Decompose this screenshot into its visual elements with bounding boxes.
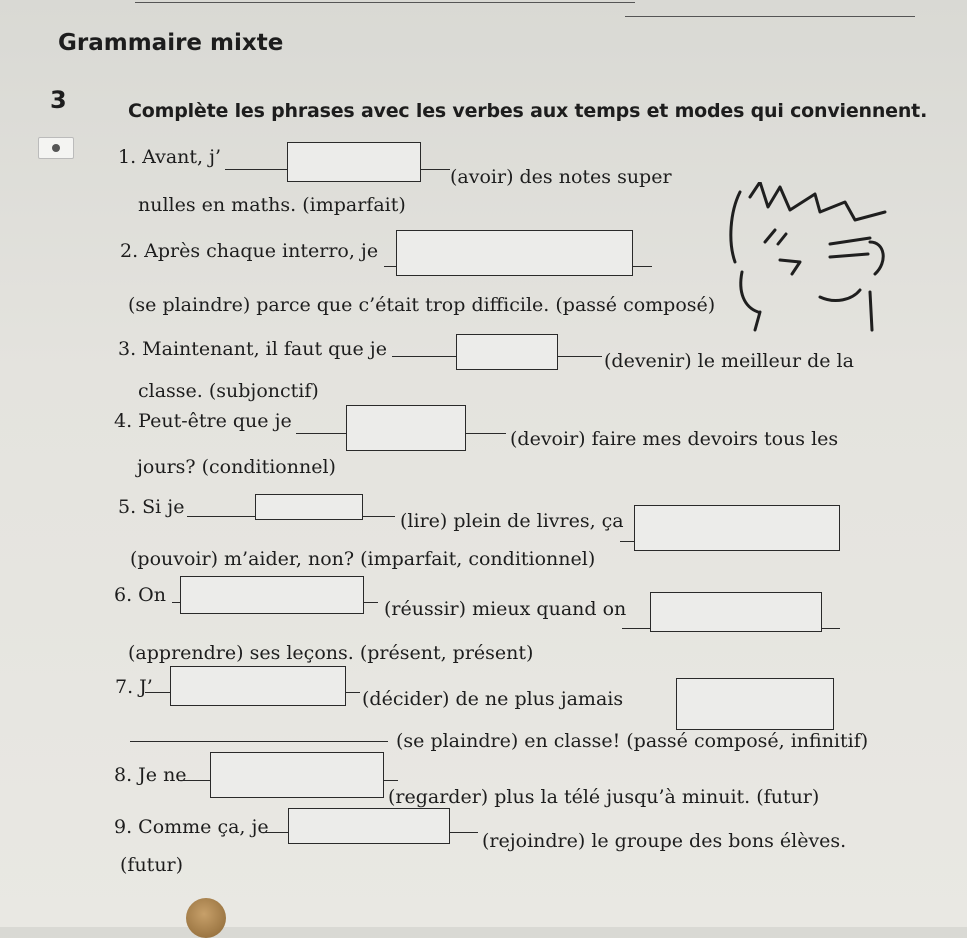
item-6-text-cont: (apprendre) ses leçons. (présent, présent) xyxy=(128,642,534,664)
answer-box-9[interactable] xyxy=(288,808,450,844)
exercise-instruction: Complète les phrases avec les verbes aux temps et modes qui conviennent. xyxy=(128,100,928,122)
answer-box-6b[interactable] xyxy=(650,592,822,632)
background-object xyxy=(186,898,226,938)
item-1-hint: (avoir) des notes super xyxy=(450,166,672,188)
item-8-text: 8. Je ne xyxy=(114,764,187,786)
answer-box-6a[interactable] xyxy=(180,576,364,614)
item-4-hint: (devoir) faire mes devoirs tous les xyxy=(510,428,839,450)
item-2-hint: (se plaindre) parce que c’était trop difficile. (passé composé) xyxy=(128,294,716,316)
item-4-text-cont: jours? (conditionnel) xyxy=(137,456,336,478)
page-title: Grammaire mixte xyxy=(58,30,284,56)
item-6-text: 6. On xyxy=(114,584,166,606)
answer-box-2[interactable] xyxy=(396,230,633,276)
answer-box-7b[interactable] xyxy=(676,678,834,730)
answer-box-5a[interactable] xyxy=(255,494,363,520)
page-edge-line xyxy=(625,16,915,17)
boy-illustration xyxy=(720,182,895,332)
answer-box-1[interactable] xyxy=(287,142,421,182)
answer-box-3[interactable] xyxy=(456,334,558,370)
exercise-number: 3 xyxy=(50,86,67,114)
item-8-hint: (regarder) plus la télé jusqu’à minuit. (futur) xyxy=(388,786,820,808)
answer-underline xyxy=(130,741,388,742)
item-5-text-cont: (pouvoir) m’aider, non? (imparfait, conditionnel) xyxy=(130,548,596,570)
item-9-text-cont: (futur) xyxy=(120,854,184,876)
item-1-text-cont: nulles en maths. (imparfait) xyxy=(138,194,406,216)
item-7-hint: (décider) de ne plus jamais xyxy=(362,688,624,710)
item-3-hint: (devenir) le meilleur de la xyxy=(604,350,854,372)
item-5-text: 5. Si je xyxy=(118,496,185,518)
item-7-text-cont: (se plaindre) en classe! (passé composé, infinitif) xyxy=(396,730,869,752)
item-9-text: 9. Comme ça, je xyxy=(114,816,269,838)
page-edge-line xyxy=(135,2,635,3)
answer-box-5b[interactable] xyxy=(634,505,840,551)
item-5-hint: (lire) plein de livres, ça xyxy=(400,510,624,532)
item-7-text: 7. J’ xyxy=(115,676,153,698)
item-1-text: 1. Avant, j’ xyxy=(118,146,222,168)
answer-box-8[interactable] xyxy=(210,752,384,798)
audio-icon xyxy=(38,137,74,159)
item-9-hint: (rejoindre) le groupe des bons élèves. xyxy=(482,830,847,852)
item-3-text: 3. Maintenant, il faut que je xyxy=(118,338,387,360)
answer-box-4[interactable] xyxy=(346,405,466,451)
answer-box-7a[interactable] xyxy=(170,666,346,706)
item-2-text: 2. Après chaque interro, je xyxy=(120,240,379,262)
item-4-text: 4. Peut-être que je xyxy=(114,410,292,432)
item-3-text-cont: classe. (subjonctif) xyxy=(138,380,319,402)
item-6-hint: (réussir) mieux quand on xyxy=(384,598,627,620)
